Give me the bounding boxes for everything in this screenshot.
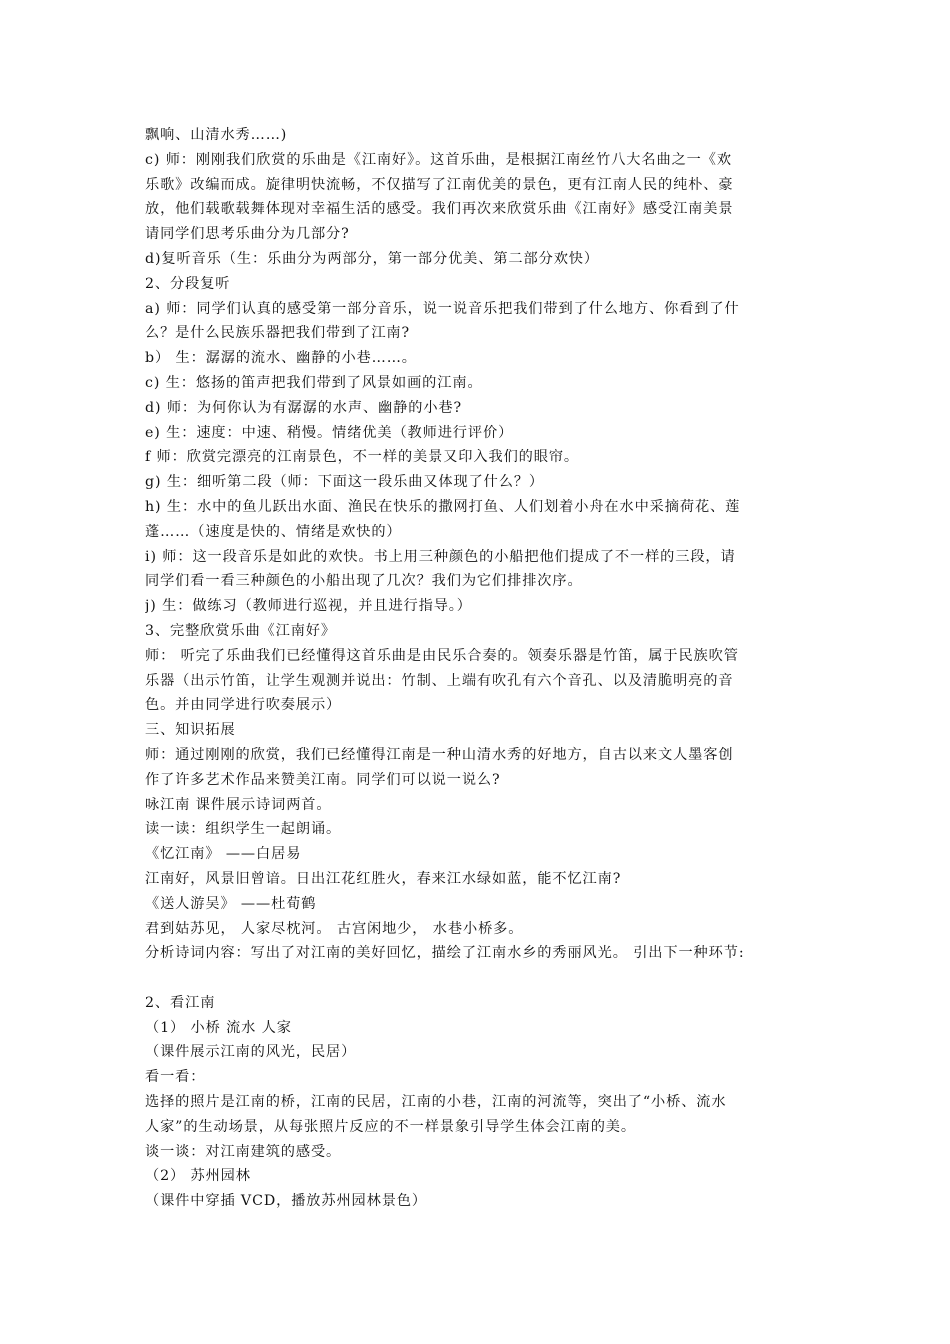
text-line: i) 师：这一段音乐是如此的欢快。书上用三种颜色的小船把他们提成了不一样的三段，请 bbox=[145, 548, 736, 565]
text-line: （课件展示江南的风光，民居） bbox=[145, 1044, 357, 1061]
text-line: 师： 听完了乐曲我们已经懂得这首乐曲是由民乐合奏的。领奏乐器是竹笛，属于民族吹管 bbox=[145, 647, 739, 664]
poem-title: 《送人游吴》 ——杜荀鹤 bbox=[145, 895, 317, 912]
section-heading: 2、分段复听 bbox=[145, 275, 231, 292]
text-line: 谈一谈：对江南建筑的感受。 bbox=[145, 1143, 342, 1160]
text-line: （课件中穿插 VCD，播放苏州园林景色） bbox=[145, 1193, 427, 1210]
text-line: 师：通过刚刚的欣赏，我们已经懂得江南是一种山清水秀的好地方，自古以来文人墨客创 bbox=[145, 746, 734, 763]
text-line: c) 师：刚刚我们欣赏的乐曲是《江南好》。这首乐曲，是根据江南丝竹八大名曲之一《欢 bbox=[145, 151, 732, 168]
text-line: g) 生：细听第二段（师：下面这一段乐曲又体现了什么？） bbox=[145, 474, 545, 491]
text-line: d) 师：为何你认为有潺潺的水声、幽静的小巷? bbox=[145, 399, 462, 416]
text-line: （1） 小桥 流水 人家 bbox=[145, 1019, 292, 1036]
text-line: 咏江南 课件展示诗词两首。 bbox=[145, 796, 332, 813]
poem-text: 江南好，风景旧曾谙。日出江花红胜火，春来江水绿如蓝，能不忆江南? bbox=[145, 870, 622, 887]
text-line: j) 生：做练习（教师进行巡视，并且进行指导。） bbox=[145, 598, 472, 615]
text-line: 蓬……（速度是快的、情绪是欢快的） bbox=[145, 523, 402, 540]
text-line: 读一读：组织学生一起朗诵。 bbox=[145, 821, 342, 838]
section-heading: 三、知识拓展 bbox=[145, 722, 236, 739]
text-line: f 师：欣赏完漂亮的江南景色，不一样的美景又印入我们的眼帘。 bbox=[145, 449, 580, 466]
text-line: 乐歌》改编而成。旋律明快流畅，不仅描写了江南优美的景色，更有江南人民的纯朴、豪 bbox=[145, 176, 734, 193]
text-line: 飘响、山清水秀……) bbox=[145, 127, 288, 143]
text-line: h) 生：水中的鱼儿跃出水面、渔民在快乐的撒网打鱼、人们划着小舟在水中采摘荷花、莲 bbox=[145, 498, 741, 515]
poem-title: 《忆江南》 ——白居易 bbox=[145, 846, 302, 863]
text-line: 人家”的生动场景，从每张照片反应的不一样景象引导学生体会江南的美。 bbox=[145, 1118, 636, 1135]
text-line: 请同学们思考乐曲分为几部分? bbox=[145, 226, 350, 243]
text-line: d)复听音乐（生：乐曲分为两部分，第一部分优美、第二部分欢快） bbox=[145, 250, 599, 267]
section-heading: 3、完整欣赏乐曲《江南好》 bbox=[145, 622, 336, 639]
text-line: 作了许多艺术作品来赞美江南。同学们可以说一说么? bbox=[145, 771, 501, 788]
blank-line bbox=[145, 966, 810, 991]
text-line: b） 生：潺潺的流水、幽静的小巷……。 bbox=[145, 350, 417, 367]
section-heading: 2、看江南 bbox=[145, 994, 216, 1011]
text-line: 色。并由同学进行吹奏展示） bbox=[145, 697, 342, 714]
text-line: 乐器（出示竹笛，让学生观测并说出：竹制、上端有吹孔有六个音孔、以及清脆明亮的音 bbox=[145, 672, 734, 689]
text-line: 同学们看一看三种颜色的小船出现了几次？我们为它们排排次序。 bbox=[145, 573, 583, 590]
text-line: 么？是什么民族乐器把我们带到了江南? bbox=[145, 325, 410, 342]
text-line: c) 生：悠扬的笛声把我们带到了风景如画的江南。 bbox=[145, 374, 483, 391]
text-line: a) 师：同学们认真的感受第一部分音乐，说一说音乐把我们带到了什么地方、你看到了什 bbox=[145, 300, 740, 317]
text-line: 看一看： bbox=[145, 1069, 206, 1086]
document-page bbox=[145, 123, 810, 1214]
text-line: 放，他们载歌载舞体现对幸福生活的感受。我们再次来欣赏乐曲《江南好》感受江南美景 bbox=[145, 201, 734, 218]
text-line: （2） 苏州园林 bbox=[145, 1168, 251, 1185]
text-line: 分析诗词内容：写出了对江南的美好回忆，描绘了江南水乡的秀丽风光。 引出下一种环节: bbox=[145, 945, 745, 962]
poem-text: 君到姑苏见， 人家尽枕河。 古宫闲地少， 水巷小桥多。 bbox=[145, 920, 524, 937]
text-line: 选择的照片是江南的桥，江南的民居，江南的小巷，江南的河流等，突出了“小桥、流水 bbox=[145, 1094, 727, 1111]
text-line: e) 生：速度：中速、稍慢。情绪优美（教师进行评价） bbox=[145, 424, 514, 441]
